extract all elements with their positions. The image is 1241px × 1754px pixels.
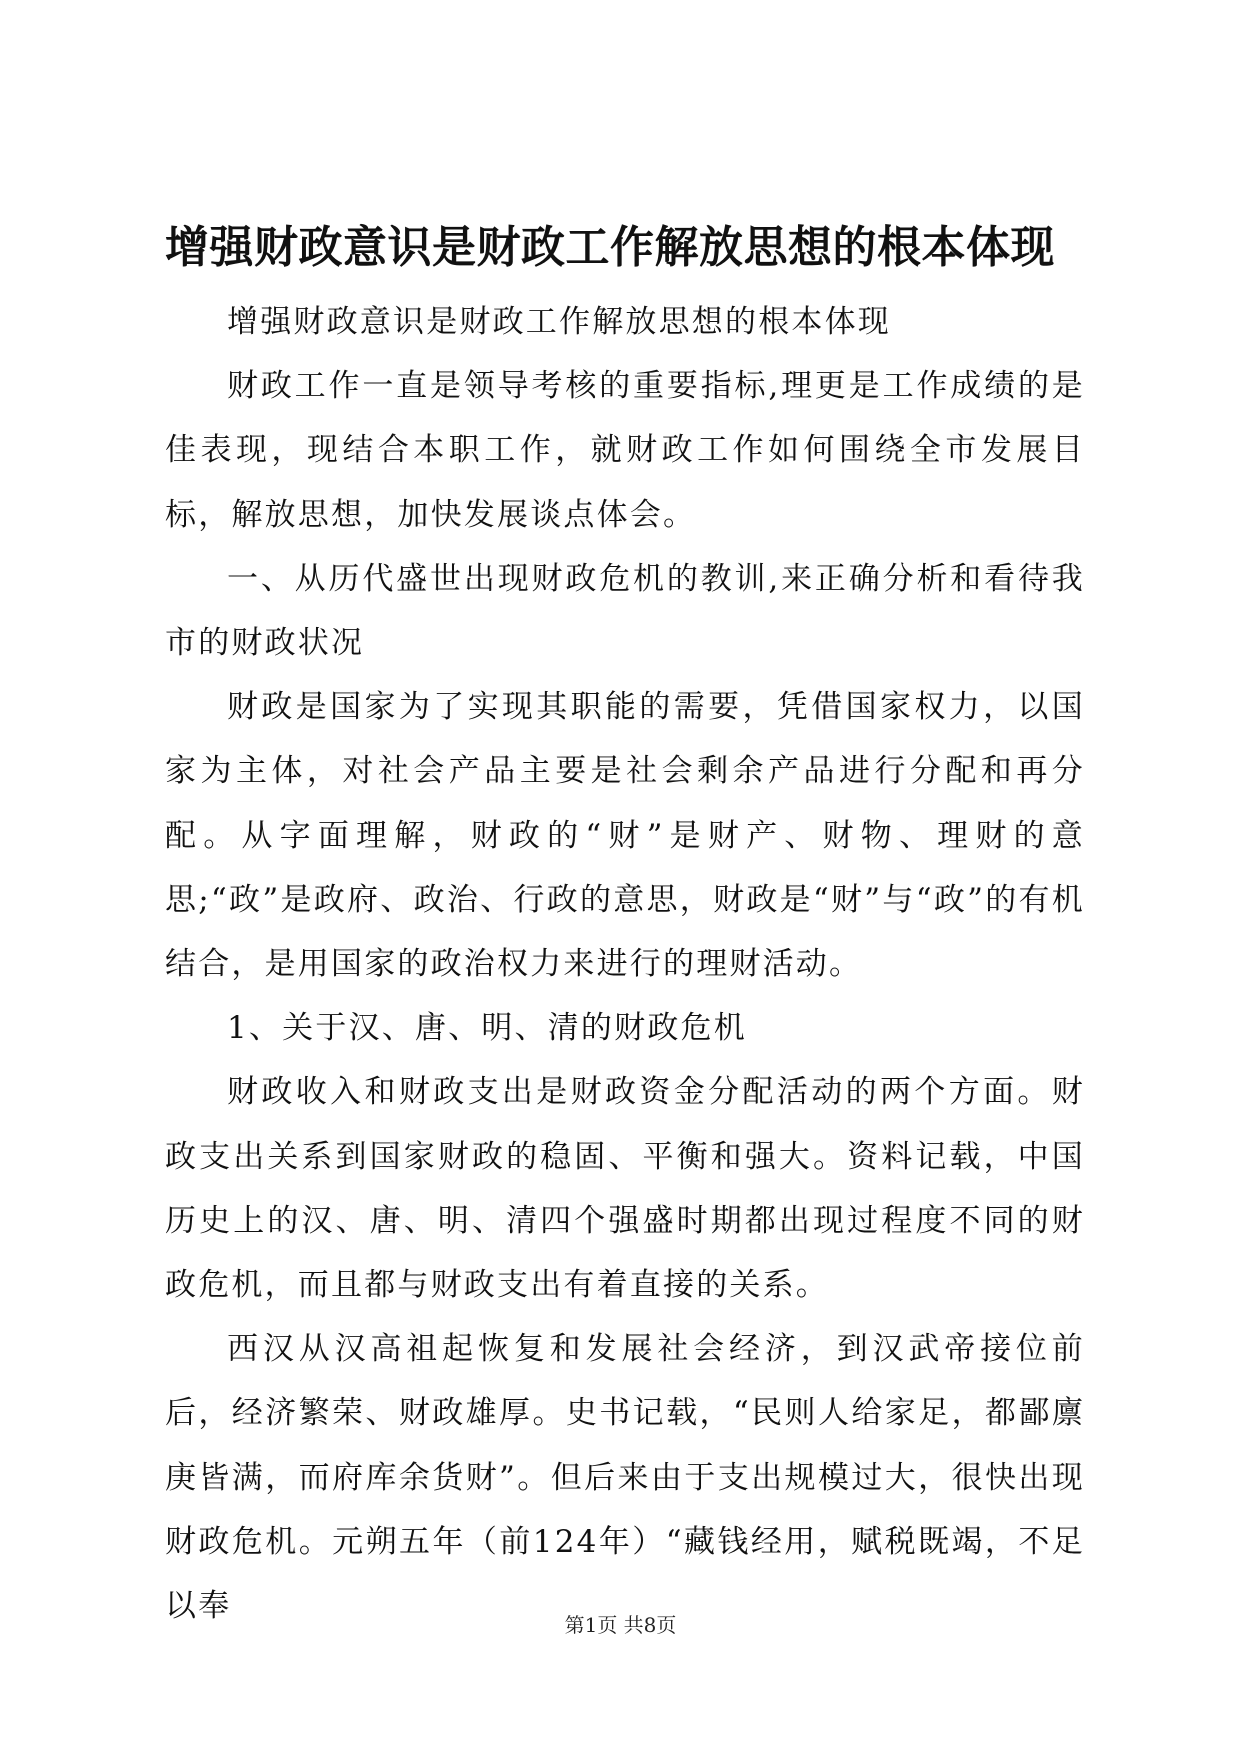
body-paragraph: 增强财政意识是财政工作解放思想的根本体现 (227, 304, 891, 340)
document-body (165, 290, 1085, 1638)
body-paragraph: 财政是国家为了实现其职能的需要，凭借国家权力，以国家为主体，对社会产品主要是社会剩余产品进行分配和再分配。从字面理解，财政的“财”是财产、财物、理财的意思;“政”是政府、政治、行政的意思，财政是“财”与“政”的有机结合，是用国家的政治权力来进行的理财活动。 (165, 689, 1085, 983)
body-paragraph: 财政收入和财政支出是财政资金分配活动的两个方面。财政支出关系到国家财政的稳固、平衡和强大。资料记载，中国历史上的汉、唐、明、清四个强盛时期都出现过程度不同的财政危机，而且都与财政支出有着直接的关系。 (165, 1074, 1085, 1304)
subsection-heading: 1、关于汉、唐、明、清的财政危机 (227, 1010, 747, 1047)
page-number: 第1页 共8页 (564, 1613, 677, 1637)
body-paragraph: 西汉从汉高祖起恢复和发展社会经济，到汉武帝接位前后，经济繁荣、财政雄厚。史书记载，“民则人给家足，都鄙廪庚皆满，而府库余货财”。但后来由于支出规模过大，很快出现财政危机。元朔五年（前124年）“藏钱经用，赋税既竭，不足以奉 (165, 1331, 1085, 1625)
document-title: 增强财政意识是财政工作解放思想的根本体现 (165, 222, 1055, 273)
section-heading: 一、从历代盛世出现财政危机的教训,来正确分析和看待我市的财政状况 (165, 560, 1085, 662)
body-paragraph: 财政工作一直是领导考核的重要指标,理更是工作成绩的是佳表现，现结合本职工作，就财政工作如何围绕全市发展目标，解放思想，加快发展谈点体会。 (165, 368, 1085, 533)
